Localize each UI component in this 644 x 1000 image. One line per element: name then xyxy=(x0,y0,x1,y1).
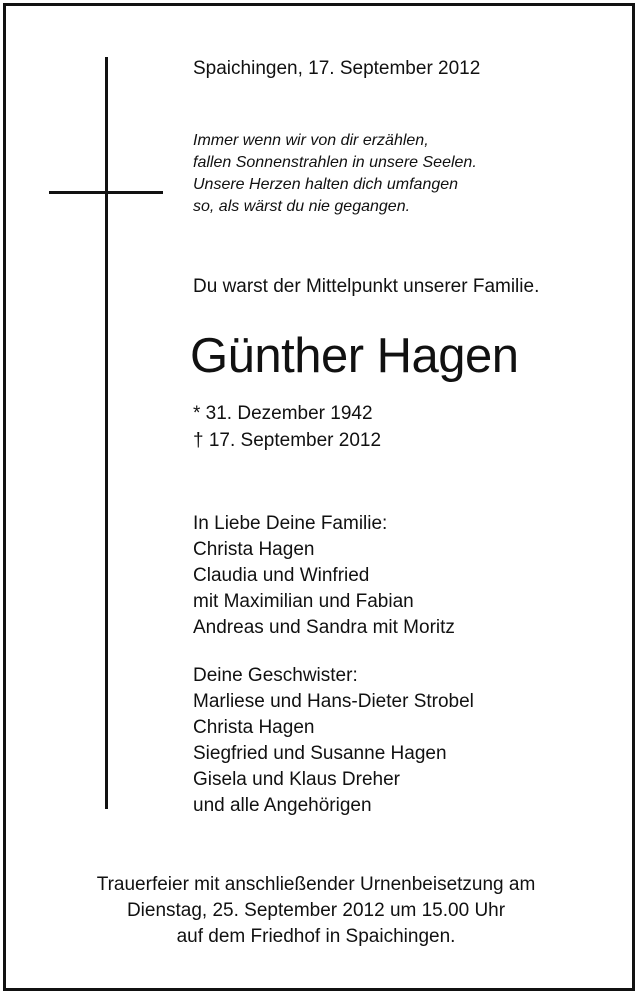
family-list xyxy=(193,511,455,641)
family-member: Claudia und Winfried xyxy=(193,565,370,586)
poem-line: so, als wärst du nie gegangen. xyxy=(193,198,411,215)
siblings-list xyxy=(193,663,474,819)
poem xyxy=(193,130,477,218)
intro-line: Du warst der Mittelpunkt unserer Familie. xyxy=(193,276,540,297)
ceremony-line: Trauerfeier mit anschließender Urnenbeisetzung am xyxy=(96,874,536,895)
sibling-entry: Siegfried und Susanne Hagen xyxy=(193,743,447,764)
cross-horizontal-bar xyxy=(49,191,163,194)
sibling-entry: Marliese und Hans-Dieter Strobel xyxy=(193,691,474,712)
poem-line: fallen Sonnenstrahlen in unsere Seelen. xyxy=(193,154,477,171)
ceremony-line: auf dem Friedhof in Spaichingen. xyxy=(176,926,456,947)
sibling-entry: Christa Hagen xyxy=(193,717,315,738)
birth-date: * 31. Dezember 1942 xyxy=(193,403,373,424)
family-member: Christa Hagen xyxy=(193,539,315,560)
family-member: Andreas und Sandra mit Moritz xyxy=(193,617,455,638)
sibling-entry: und alle Angehörigen xyxy=(193,795,372,816)
poem-line: Immer wenn wir von dir erzählen, xyxy=(193,132,429,149)
ceremony-line: Dienstag, 25. September 2012 um 15.00 Uhr xyxy=(126,900,506,921)
place-date: Spaichingen, 17. September 2012 xyxy=(193,58,481,79)
life-dates xyxy=(193,400,381,454)
ceremony-info xyxy=(12,872,620,950)
deceased-name: Günther Hagen xyxy=(190,329,519,383)
family-heading: In Liebe Deine Familie: xyxy=(193,513,388,534)
family-member: mit Maximilian und Fabian xyxy=(193,591,414,612)
cross-vertical-bar xyxy=(105,57,108,809)
siblings-heading: Deine Geschwister: xyxy=(193,665,358,686)
poem-line: Unsere Herzen halten dich umfangen xyxy=(193,176,459,193)
death-date: † 17. September 2012 xyxy=(193,430,382,451)
sibling-entry: Gisela und Klaus Dreher xyxy=(193,769,400,790)
